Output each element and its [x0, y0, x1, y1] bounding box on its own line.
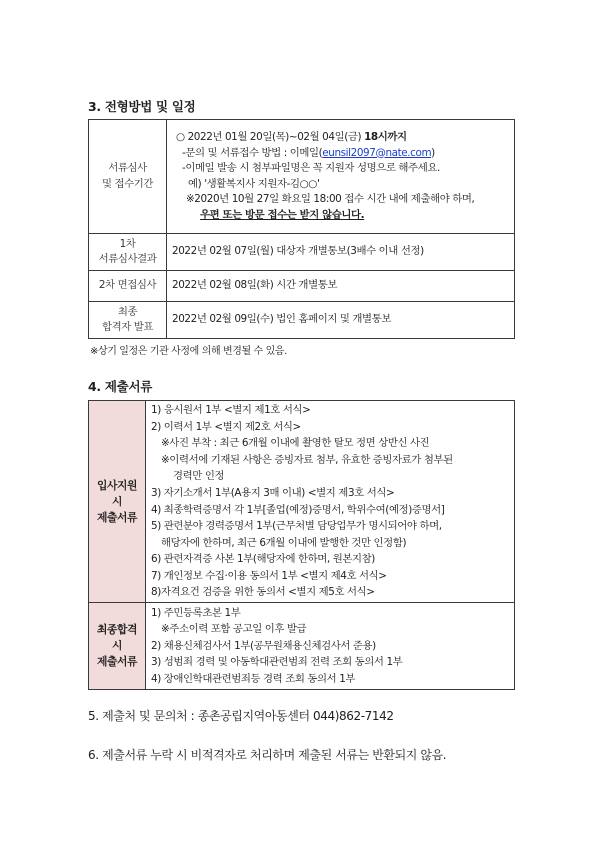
applicant-docs-label: 입사지원 시 제출서류: [89, 401, 146, 603]
doc-item: 2) 이력서 1부 <별지 제2호 서식>: [151, 420, 301, 433]
documents-table: [88, 400, 515, 690]
doc-item: 7) 개인정보 수집·이용 동의서 1부 <별지 제4호 서식>: [151, 569, 387, 582]
application-period-cell: [167, 120, 515, 234]
doc-item: 4) 최종학력증명서 각 1부[졸업(예정)증명서, 학위수여(예정)증명서]: [151, 503, 445, 516]
final-docs-row: [89, 603, 515, 690]
doc-note: 해당자에 한하며, 최근 6개월 이내에 발행한 것만 인정함): [161, 536, 407, 549]
doc-item: 8)자격요건 검증을 위한 동의서 <별지 제5호 서식>: [151, 586, 375, 599]
section3-heading: 3. 전형방법 및 일정: [88, 99, 196, 114]
schedule-change-note: ※상기 일정은 기관 사정에 의해 변경될 수 있음.: [90, 346, 287, 357]
doc-item: 4) 장애인학대관련범죄등 경력 조회 동의서 1부: [151, 672, 356, 685]
row-label-application: 서류심사 및 접수기간: [89, 120, 167, 234]
row-label-interview: 2차 면접심사: [89, 271, 167, 302]
doc-item: 6) 관련자격증 사본 1부(해당자에 한하며, 원본지참): [151, 553, 375, 566]
doc-item: 1) 응시원서 1부 <별지 제1호 서식>: [151, 403, 311, 416]
final-docs-label: 최종합격 시 제출서류: [89, 603, 146, 690]
applicant-docs-row: [89, 401, 515, 603]
doc-item: 2) 채용신체검사서 1부(공무원채용신체검사서 준용): [151, 639, 376, 652]
period-line: ○ 2022년 01월 20일(목)~02월 04일(금) 18시까지: [176, 131, 407, 143]
doc-note: ※사진 부착 : 최근 6개월 이내에 촬영한 탈모 정면 상반신 사진: [161, 437, 430, 450]
section5-contact: 5. 제출처 및 문의처 : 종촌공립지역아동센터 044)862-7142: [88, 709, 394, 723]
schedule-table: [88, 119, 515, 339]
applicant-docs-list: [146, 401, 515, 603]
doc-item: 3) 성범죄 경력 및 아동학대관련범죄 전력 조회 동의서 1부: [151, 656, 403, 669]
doc-note: 경력만 인정: [173, 470, 225, 483]
first-result-text: 2022년 02월 07일(월) 대상자 개별통보(3배수 이내 선정): [167, 234, 515, 271]
schedule-row-final: [89, 302, 515, 339]
attachment-note: -이메일 발송 시 첨부파일명은 꼭 지원자 성명으로 해주세요.: [182, 162, 440, 174]
interview-text: 2022년 02월 08일(화) 시간 개별통보: [167, 271, 515, 302]
final-announcement-text: 2022년 02월 09일(수) 법인 홈페이지 및 개별통보: [167, 302, 515, 339]
doc-item: 3) 자기소개서 1부(A용지 3매 이내) <별지 제3호 서식>: [151, 486, 395, 499]
email-link[interactable]: eunsil2097@nate.com: [322, 146, 432, 159]
section4-heading: 4. 제출서류: [88, 379, 152, 394]
doc-note: ※주소이력 포함 공고일 이후 발급: [161, 623, 307, 636]
email-method-line: -문의 및 서류접수 방법 : 이메일(eunsil2097@nate.com): [182, 146, 435, 159]
row-label-final: 최종 합격자 발표: [89, 302, 167, 339]
row-label-first: 1차 서류심사결과: [89, 234, 167, 271]
doc-item: 1) 주민등록초본 1부: [151, 606, 241, 619]
deadline-note: ※2020년 10월 27일 화요일 18:00 접수 시간 내에 제출해야 하며,: [186, 193, 475, 205]
schedule-row-interview: [89, 271, 515, 302]
filename-example: 예) '생활복지사 지원자-김○○': [188, 177, 320, 190]
final-docs-list: [146, 603, 515, 690]
doc-item: 5) 관련분야 경력증명서 1부(근무처별 담당업무가 명시되어야 하며,: [151, 520, 442, 533]
section6-notice: 6. 제출서류 누락 시 비적격자로 처리하며 제출된 서류는 반환되지 않음.: [88, 748, 447, 762]
schedule-row-application: [89, 120, 515, 234]
schedule-row-first: [89, 234, 515, 271]
doc-note: ※이력서에 기재된 사항은 증빙자료 첨부, 유효한 증빙자료가 첨부된: [161, 453, 453, 466]
no-mail-visit-note: 우편 또는 방문 접수는 받지 않습니다.: [200, 208, 365, 221]
